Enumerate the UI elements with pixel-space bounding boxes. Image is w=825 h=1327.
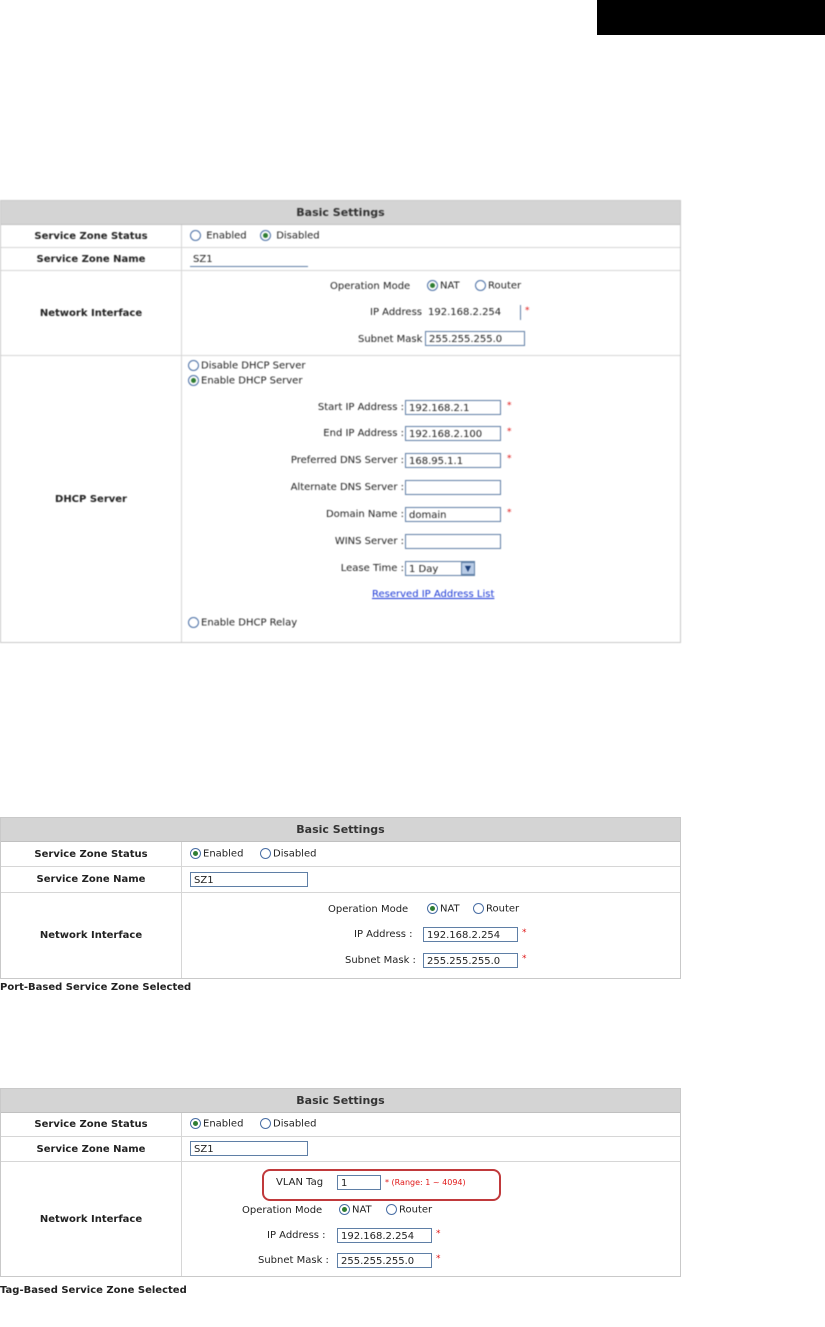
subnet-mask-input[interactable]: 255.255.255.0 bbox=[423, 953, 518, 968]
start-ip-input[interactable]: 192.168.2.1 bbox=[405, 400, 501, 415]
panel-title: Basic Settings bbox=[1, 201, 680, 225]
preferred-dns-label: Preferred DNS Server : bbox=[290, 455, 404, 466]
service-zone-name-input[interactable]: SZ1 bbox=[190, 872, 308, 887]
service-zone-name-row bbox=[1, 1137, 680, 1162]
radio-nat[interactable] bbox=[339, 1204, 350, 1215]
op-nat-option[interactable]: NAT bbox=[427, 903, 460, 915]
enable-dhcp-option[interactable]: Enable DHCP Server bbox=[188, 375, 302, 387]
basic-settings-panel-tag-based bbox=[0, 1088, 681, 1277]
status-enabled-option[interactable]: Enabled bbox=[190, 230, 247, 242]
alternate-dns-label: Alternate DNS Server : bbox=[290, 482, 404, 493]
subnet-mask-input[interactable]: 255.255.255.0 bbox=[425, 331, 525, 346]
op-nat-option[interactable]: NAT bbox=[339, 1204, 372, 1216]
radio-router[interactable] bbox=[475, 280, 486, 291]
black-header-block bbox=[597, 0, 825, 35]
service-zone-status-row bbox=[1, 1113, 680, 1137]
panel-title: Basic Settings bbox=[1, 818, 680, 842]
radio-router[interactable] bbox=[386, 1204, 397, 1215]
ip-address-input[interactable]: 192.168.2.254 bbox=[423, 927, 518, 942]
status-disabled-option[interactable]: Disabled bbox=[260, 230, 320, 242]
vlan-tag-label: VLAN Tag bbox=[276, 1177, 324, 1188]
radio-router[interactable] bbox=[473, 903, 484, 914]
radio-enable-dhcp-relay[interactable] bbox=[188, 617, 199, 628]
network-interface-row: Network Interface Operation Mode NAT Router IP Address 192.168.2.254 * Subnet Mask 255.255.255.0 bbox=[1, 271, 680, 356]
vlan-tag-input[interactable]: 1 bbox=[337, 1175, 381, 1190]
radio-disable-dhcp[interactable] bbox=[188, 360, 199, 371]
dhcp-server-row: DHCP Server Disable DHCP Server Enable DHCP Server Start IP Address : 192.168.2.1 * End IP Address : 192.168.2.100 * Preferred DNS Server : 168.95.1.1 * Alternate DNS Server : Domain Name : domain * WINS Server : Lease Time : 1 Day ▼ Reserved IP Address List Enable DHCP Relay bbox=[1, 356, 680, 642]
radio-enabled[interactable] bbox=[190, 230, 201, 241]
network-interface-label: Network Interface bbox=[1, 271, 182, 355]
tag-based-caption: Tag-Based Service Zone Selected bbox=[0, 1285, 187, 1296]
port-based-caption: Port-Based Service Zone Selected bbox=[0, 982, 192, 993]
network-interface-label: Network Interface bbox=[1, 893, 182, 978]
subnet-mask-label: Subnet Mask : bbox=[258, 1255, 329, 1266]
status-label: Service Zone Status bbox=[1, 225, 182, 247]
service-zone-status-row bbox=[1, 842, 680, 867]
status-enabled-option[interactable]: Enabled bbox=[190, 848, 243, 860]
ip-address-label: IP Address : bbox=[354, 929, 413, 940]
start-ip-label: Start IP Address : bbox=[317, 402, 404, 413]
basic-settings-panel-dhcp bbox=[0, 200, 681, 643]
reserved-ip-list-link[interactable]: Reserved IP Address List bbox=[372, 589, 495, 600]
basic-settings-panel-port-based bbox=[0, 817, 681, 979]
subnet-mask-input[interactable]: 255.255.255.0 bbox=[337, 1253, 432, 1268]
ip-address-input[interactable]: 192.168.2.254 bbox=[337, 1228, 432, 1243]
preferred-dns-input[interactable]: 168.95.1.1 bbox=[405, 453, 501, 468]
end-ip-input[interactable]: 192.168.2.100 bbox=[405, 426, 501, 441]
service-zone-name-input[interactable]: SZ1 bbox=[190, 252, 308, 267]
ip-address-label: IP Address : bbox=[267, 1230, 326, 1241]
status-label: Service Zone Status bbox=[1, 1113, 182, 1136]
lease-time-label: Lease Time : bbox=[340, 563, 404, 574]
network-interface-row: Network Interface Operation Mode NAT Router IP Address : 192.168.2.254 * Subnet Mask : 255.255.255.0 * bbox=[1, 893, 680, 978]
end-ip-label: End IP Address : bbox=[323, 428, 404, 439]
operation-mode-label: Operation Mode bbox=[242, 1205, 323, 1216]
status-value bbox=[182, 225, 680, 247]
radio-disabled[interactable] bbox=[260, 230, 271, 241]
op-nat-option[interactable]: NAT bbox=[427, 280, 460, 292]
operation-mode-label: Operation Mode bbox=[328, 904, 409, 915]
op-router-option[interactable]: Router bbox=[473, 903, 519, 915]
subnet-mask-label: Subnet Mask bbox=[358, 334, 423, 345]
chevron-down-icon[interactable]: ▼ bbox=[461, 562, 475, 575]
radio-enabled[interactable] bbox=[190, 1118, 201, 1129]
dhcp-server-label: DHCP Server bbox=[1, 356, 182, 642]
name-label: Service Zone Name bbox=[1, 867, 182, 892]
radio-enable-dhcp[interactable] bbox=[188, 375, 199, 386]
disable-dhcp-option[interactable]: Disable DHCP Server bbox=[188, 360, 305, 372]
operation-mode-label: Operation Mode bbox=[330, 281, 411, 292]
enable-dhcp-relay-option[interactable]: Enable DHCP Relay bbox=[188, 617, 297, 629]
name-label: Service Zone Name bbox=[1, 1137, 182, 1161]
status-label: Service Zone Status bbox=[1, 842, 182, 866]
ip-address-label: IP Address bbox=[370, 307, 422, 318]
radio-nat[interactable] bbox=[427, 903, 438, 914]
name-label: Service Zone Name bbox=[1, 248, 182, 270]
domain-name-input[interactable]: domain bbox=[405, 507, 501, 522]
service-zone-name-row bbox=[1, 248, 680, 271]
radio-enabled[interactable] bbox=[190, 848, 201, 859]
wins-server-label: WINS Server : bbox=[334, 536, 404, 547]
service-zone-name-row bbox=[1, 867, 680, 893]
network-interface-label: Network Interface bbox=[1, 1162, 182, 1276]
alternate-dns-input[interactable] bbox=[405, 480, 501, 495]
status-disabled-option[interactable]: Disabled bbox=[260, 1118, 316, 1130]
service-zone-status-row bbox=[1, 225, 680, 248]
subnet-mask-label: Subnet Mask : bbox=[345, 955, 416, 966]
op-router-option[interactable]: Router bbox=[386, 1204, 432, 1216]
service-zone-name-input[interactable]: SZ1 bbox=[190, 1141, 308, 1156]
op-router-option[interactable]: Router bbox=[475, 280, 521, 292]
lease-time-select[interactable]: 1 Day bbox=[405, 561, 475, 576]
status-disabled-option[interactable]: Disabled bbox=[260, 848, 316, 860]
radio-disabled[interactable] bbox=[260, 848, 271, 859]
status-enabled-option[interactable]: Enabled bbox=[190, 1118, 243, 1130]
network-interface-row: Network Interface VLAN Tag 1 * (Range: 1 ~ 4094) Operation Mode NAT Router IP Address : 192.168.2.254 * Subnet Mask : 255.255.255.0 * bbox=[1, 1162, 680, 1276]
panel-title: Basic Settings bbox=[1, 1089, 680, 1113]
radio-nat[interactable] bbox=[427, 280, 438, 291]
domain-name-label: Domain Name : bbox=[325, 509, 404, 520]
vlan-range-note: * (Range: 1 ~ 4094) bbox=[385, 1178, 466, 1187]
radio-disabled[interactable] bbox=[260, 1118, 271, 1129]
wins-server-input[interactable] bbox=[405, 534, 501, 549]
ip-address-input[interactable]: 192.168.2.254 bbox=[425, 305, 521, 320]
